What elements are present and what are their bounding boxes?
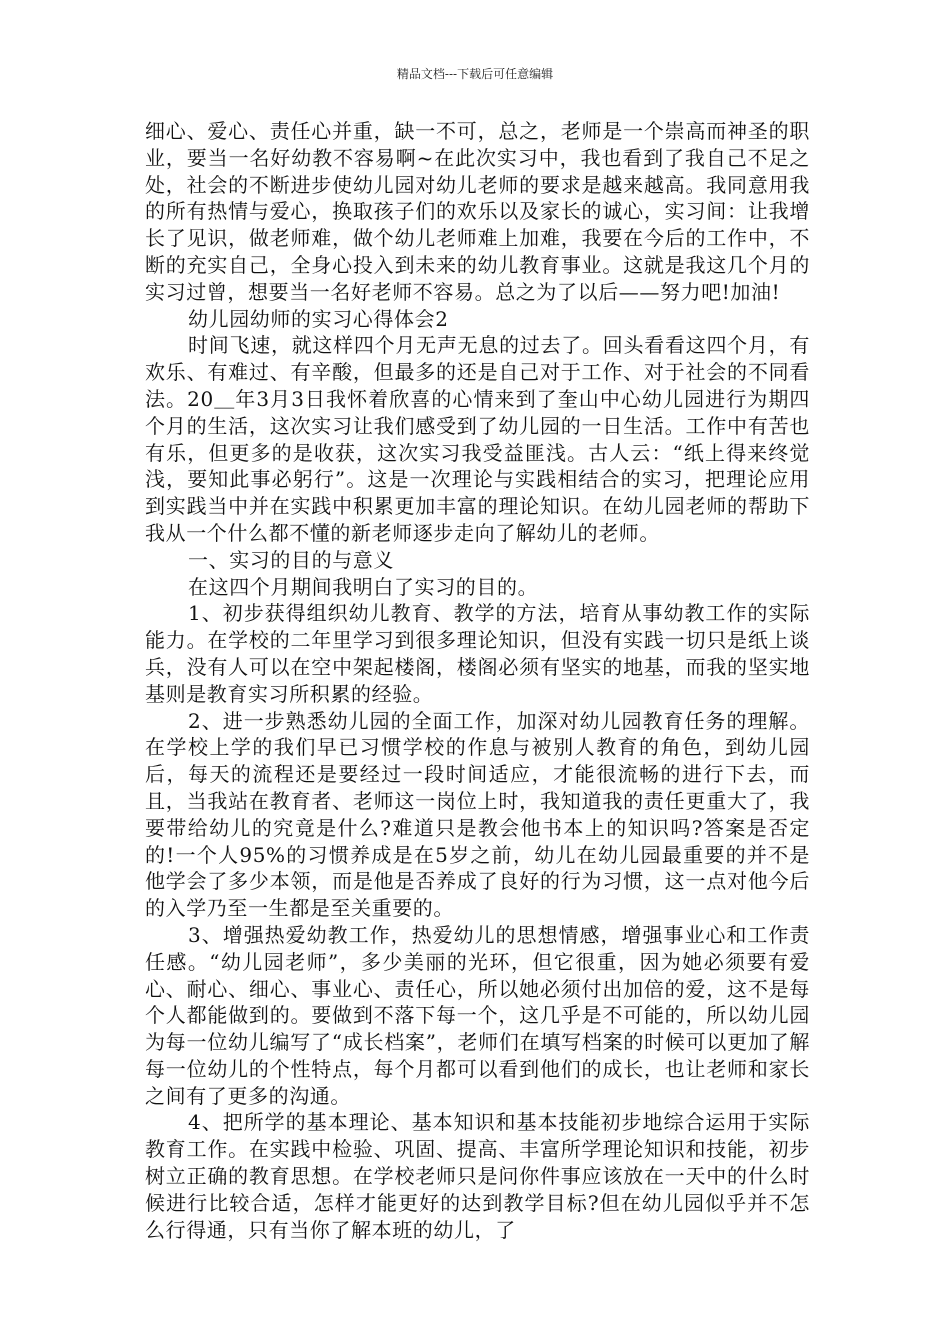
document-body	[145, 118, 810, 1243]
paragraph-purpose: 在这四个月期间我明白了实习的目的。	[188, 574, 539, 599]
paragraph-intro: 时间飞速，就这样四个月无声无息的过去了。回头看看这四个月，有欢乐、有难过、有辛酸，但最多的还是自己对于工作、对于社会的不同看法。20＿年3月3日我怀着欣喜的心情来到了奎山中心幼儿园进行为期四个月的生活，这次实习让我们感受到了幼儿园的一日生活。工作中有苦也有乐，但更多的是收获，这次实习我受益匪浅。古人云：“纸上得来终觉浅，要知此事必躬行”。这是一次理论与实践相结合的实习，把理论应用到实践当中并在实践中积累更加丰富的理论知识。在幼儿园老师的帮助下我从一个什么都不懂的新老师逐步走向了解幼儿的老师。	[145, 333, 810, 545]
subsection-heading: 一、实习的目的与意义	[188, 547, 394, 572]
paragraph-continuation: 细心、爱心、责任心并重，缺一不可，总之，老师是一个崇高而神圣的职业，要当一名好幼教不容易啊~在此次实习中，我也看到了我自己不足之处，社会的不断进步使幼儿园对幼儿老师的要求是越来越高。我同意用我的所有热情与爱心，换取孩子们的欢乐以及家长的诚心，实习间：让我增长了见识，做老师难，做个幼儿老师难上加难，我要在今后的工作中，不断的充实自己，全身心投入到未来的幼儿教育事业。这就是我这几个月的实习过曾，想要当一名好老师不容易。总之为了以后——努力吧!加油!	[145, 119, 810, 304]
list-item-2: 2、进一步熟悉幼儿园的全面工作，加深对幼儿园教育任务的理解。在学校上学的我们早已习惯学校的作息与被别人教育的角色，到幼儿园后，每天的流程还是要经过一段时间适应，才能很流畅的进行下去，而且，当我站在教育者、老师这一岗位上时，我知道我的责任更重大了，我要带给幼儿的究竟是什么?难道只是教会他书本上的知识吗?答案是否定的!一个人95%的习惯养成是在5岁之前，幼儿在幼儿园最重要的并不是他学会了多少本领，而是他是否养成了良好的行为习惯，这一点对他今后的入学乃至一生都是至关重要的。	[145, 708, 810, 921]
page-header: 精品文档---下载后可任意编辑	[396, 67, 554, 81]
list-item-3: 3、增强热爱幼教工作，热爱幼儿的思想情感，增强事业心和工作责任感。“幼儿园老师”，多少美丽的光环，但它很重，因为她必须要有爱心、耐心、细心、事业心、责任心，所以她必须付出加倍的爱，这不是每个人都能做到的。要做到不落下每一个，这几乎是不可能的，所以幼儿园为每一位幼儿编写了“成长档案”，老师们在填写档案的时候可以更加了解每一位幼儿的个性特点，每个月都可以看到他们的成长，也让老师和家长之间有了更多的沟通。	[145, 922, 810, 1108]
list-item-1: 1、初步获得组织幼儿教育、教学的方法，培育从事幼教工作的实际能力。在学校的二年里学习到很多理论知识，但没有实践一切只是纸上谈兵，没有人可以在空中架起楼阁，楼阁必须有坚实的地基，而我的坚实地基则是教育实习所积累的经验。	[145, 601, 810, 706]
list-item-4: 4、把所学的基本理论、基本知识和基本技能初步地综合运用于实际教育工作。在实践中检验、巩固、提高、丰富所学理论知识和技能，初步树立正确的教育思想。在学校老师只是问你件事应该放在一天中的什么时候进行比较合适，怎样才能更好的达到教学目标?但在幼儿园似乎并不怎么行得通，只有当你了解本班的幼儿，了	[145, 1110, 810, 1242]
section-title: 幼儿园幼师的实习心得体会2	[188, 306, 449, 331]
